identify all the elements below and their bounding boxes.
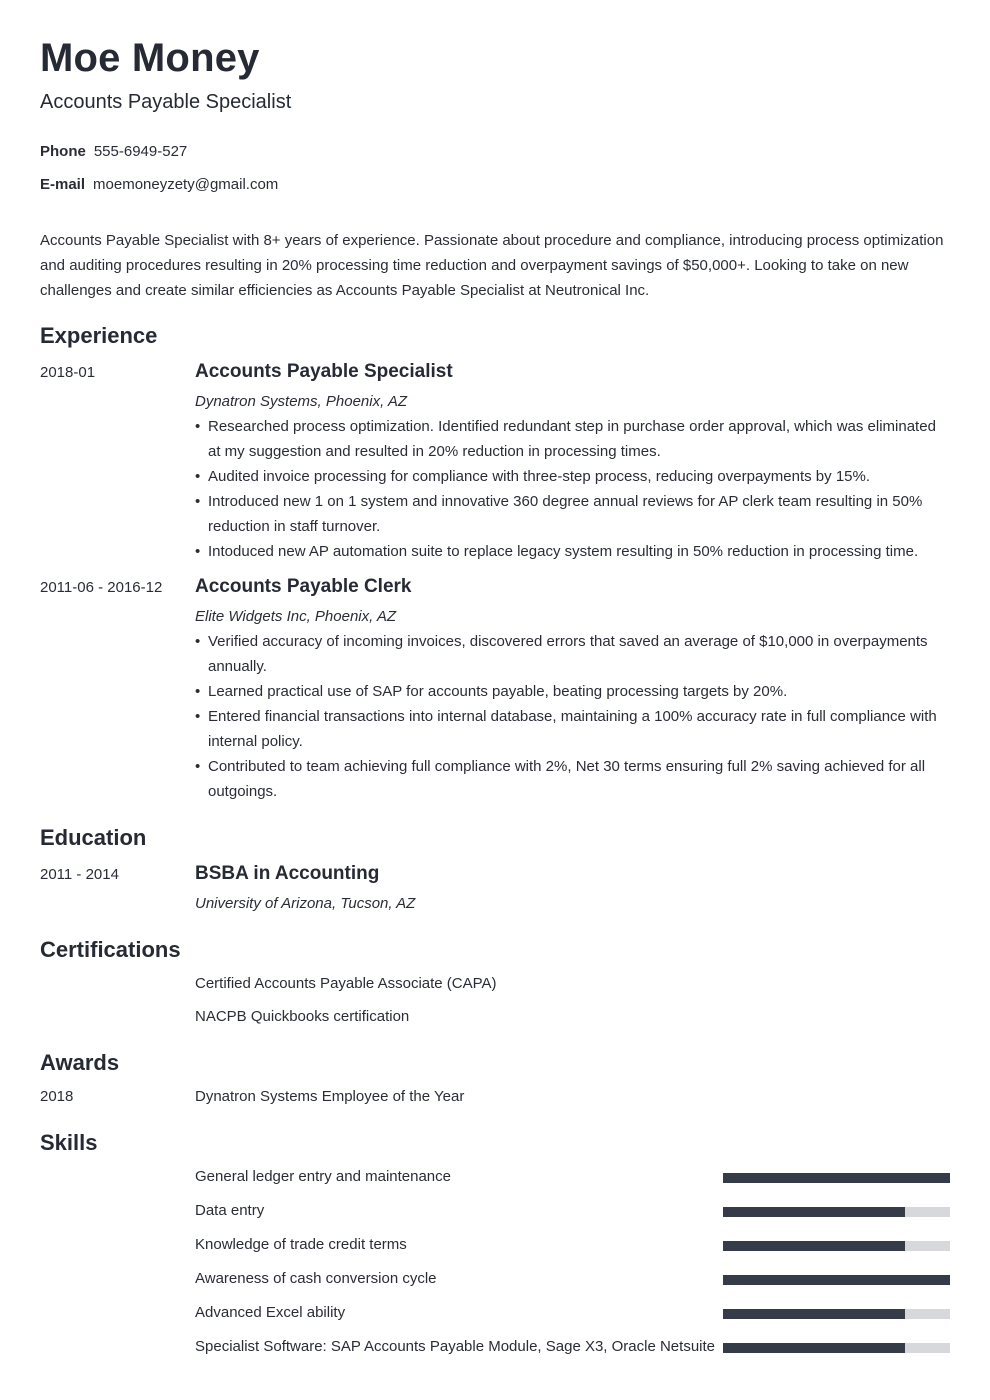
skill-level-fill [723,1241,905,1251]
summary-paragraph: Accounts Payable Specialist with 8+ years of experience. Passionate about procedure and compliance, introducing process optimization and auditing procedures resulting in 20% processing time reduction and overpayment savings of $50,000+. Looking to take on new challenges and create similar efficiencies as Accounts Payable Specialist at Neutronical Inc. [40,232,944,299]
skill-level-bar [723,1241,950,1251]
phone-label: Phone [40,143,86,160]
skill-level-bar [723,1173,950,1183]
job-bullets [195,629,945,804]
skill-level-bar [723,1309,950,1319]
skill-level-fill [723,1207,905,1217]
certification-item: Certified Accounts Payable Associate (CAPA) [195,975,497,992]
job-bullet: • Researched process optimization. Identified redundant step in purchase order approval, which was eliminated at my suggestion and resulted in 20% reduction in processing times. [195,414,945,464]
skill-level-fill [723,1343,905,1353]
job-bullets [195,414,945,564]
skill-level-fill [723,1309,905,1319]
experience-heading: Experience [40,323,158,348]
skill-level-fill [723,1173,950,1183]
education-date: 2011 - 2014 [40,866,119,883]
job-bullet: • Contributed to team achieving full compliance with 2%, Net 30 terms ensuring full 2% saving achieved for all outgoings. [195,754,945,804]
certifications-heading: Certifications [40,937,181,962]
job-bullet: • Introduced new 1 on 1 system and innovative 360 degree annual reviews for AP clerk team resulting in 50% reduction in staff turnover. [195,489,945,539]
job-title: Accounts Payable Specialist [195,361,453,382]
email-label: E-mail [40,176,86,193]
job-bullet: • Audited invoice processing for compliance with three-step process, reducing overpayments by 15%. [195,464,945,489]
skill-level-fill [723,1275,950,1285]
job-title: Accounts Payable Clerk [195,576,412,597]
skill-row [195,1304,950,1324]
job-date: 2018-01 [40,364,96,381]
skill-name: Advanced Excel ability [195,1304,346,1321]
job-bullet: • Entered financial transactions into internal database, maintaining a 100% accuracy rate in full compliance with internal policy. [195,704,945,754]
job-company: Dynatron Systems, Phoenix, AZ [195,393,408,410]
award-item: Dynatron Systems Employee of the Year [195,1088,465,1105]
resume-title: Accounts Payable Specialist [40,91,292,113]
education-heading: Education [40,825,147,850]
skill-row [195,1270,950,1290]
phone-value: 555-6949-527 [93,143,188,160]
award-date: 2018 [40,1088,74,1105]
skills-heading: Skills [40,1130,98,1155]
skill-level-bar [723,1275,950,1285]
job-date: 2011-06 - 2016-12 [40,579,163,596]
skill-name: General ledger entry and maintenance [195,1168,451,1185]
degree-title: BSBA in Accounting [195,863,380,884]
contact-email [40,176,278,193]
skill-level-bar [723,1343,950,1353]
job-entry [195,360,945,564]
email-value: moemoneyzety@gmail.com [93,176,279,193]
skill-level-bar [723,1207,950,1217]
skill-row [195,1338,950,1358]
job-bullet: • Verified accuracy of incoming invoices, discovered errors that saved an average of $10,000 in overpayments annually. [195,629,945,679]
skill-row [195,1236,950,1256]
school-name: University of Arizona, Tucson, AZ [195,895,416,912]
skill-row [195,1202,950,1222]
job-company: Elite Widgets Inc, Phoenix, AZ [195,608,397,625]
education-entry [195,862,945,916]
job-entry [195,575,945,804]
skill-name: Specialist Software: SAP Accounts Payable Module, Sage X3, Oracle Netsuite [195,1338,716,1355]
job-bullet: • Learned practical use of SAP for accounts payable, beating processing targets by 20%. [195,679,945,704]
skill-name: Data entry [195,1202,265,1219]
certification-item: NACPB Quickbooks certification [195,1008,410,1025]
skill-row [195,1168,950,1188]
job-bullet: • Intoduced new AP automation suite to replace legacy system resulting in 50% reduction in processing time. [195,539,945,564]
awards-heading: Awards [40,1050,120,1075]
contact-phone [40,143,187,160]
skill-name: Knowledge of trade credit terms [195,1236,407,1253]
skill-name: Awareness of cash conversion cycle [195,1270,437,1287]
resume-name: Moe Money [40,36,260,80]
